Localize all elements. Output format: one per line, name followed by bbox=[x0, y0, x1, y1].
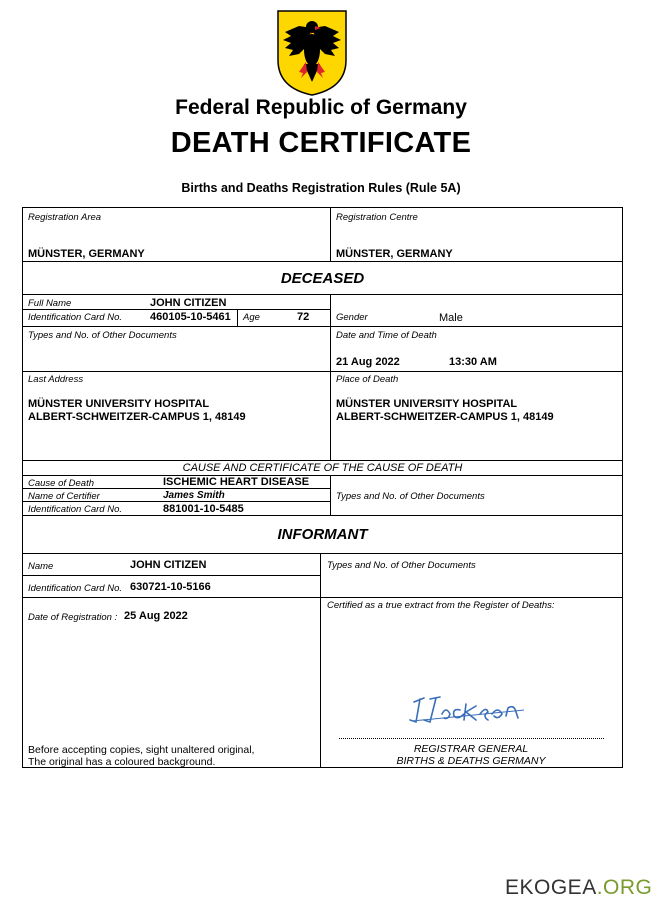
notice-line-2: The original has a coloured background. bbox=[28, 756, 216, 768]
notice-line-1: Before accepting copies, sight unaltered original, bbox=[28, 744, 255, 756]
coat-of-arms-emblem bbox=[277, 10, 347, 96]
watermark-part-2: .ORG bbox=[596, 876, 652, 899]
registration-area-label: Registration Area bbox=[28, 212, 102, 223]
deceased-id-label: Identification Card No. bbox=[28, 312, 122, 323]
rule-subtitle: Births and Deaths Registration Rules (Rule 5A) bbox=[181, 181, 461, 195]
registration-area-value: MÜNSTER, GERMANY bbox=[28, 248, 145, 260]
informant-id-value: 630721-10-5166 bbox=[130, 581, 211, 593]
last-address-label: Last Address bbox=[28, 374, 84, 385]
cause-of-death-label: Cause of Death bbox=[28, 478, 95, 489]
registration-date-value: 25 Aug 2022 bbox=[124, 610, 188, 622]
registrar-title-line-1: REGISTRAR GENERAL bbox=[413, 743, 529, 755]
last-address-line2: ALBERT-SCHWEITZER-CAMPUS 1, 48149 bbox=[28, 411, 246, 423]
registrar-title-line-2: BIRTHS & DEATHS GERMANY bbox=[396, 755, 546, 767]
cause-of-death-value: ISCHEMIC HEART DISEASE bbox=[163, 476, 310, 488]
informant-name-value: JOHN CITIZEN bbox=[130, 559, 207, 571]
watermark-part-1: EKOGEA bbox=[505, 876, 597, 899]
deceased-section-title: DECEASED bbox=[280, 270, 365, 287]
last-address-line1: MÜNSTER UNIVERSITY HOSPITAL bbox=[28, 398, 210, 410]
time-of-death-value: 13:30 AM bbox=[449, 356, 497, 368]
informant-name-label: Name bbox=[28, 561, 54, 572]
date-of-death-value: 21 Aug 2022 bbox=[336, 356, 400, 368]
full-name-value: JOHN CITIZEN bbox=[150, 297, 227, 309]
certifier-id-value: 881001-10-5485 bbox=[163, 503, 244, 515]
full-name-label: Full Name bbox=[28, 298, 72, 309]
registration-centre-label: Registration Centre bbox=[336, 212, 418, 223]
age-value: 72 bbox=[297, 311, 310, 323]
certified-extract-label: Certified as a true extract from the Register of Deaths: bbox=[327, 600, 555, 611]
place-of-death-line2: ALBERT-SCHWEITZER-CAMPUS 1, 48149 bbox=[336, 411, 554, 423]
gender-value: Male bbox=[439, 312, 463, 324]
place-of-death-line1: MÜNSTER UNIVERSITY HOSPITAL bbox=[336, 398, 518, 410]
certifier-other-documents-label: Types and No. of Other Documents bbox=[336, 491, 485, 502]
registration-date-label: Date of Registration : bbox=[28, 612, 118, 623]
country-title: Federal Republic of Germany bbox=[175, 96, 467, 119]
certifier-value: James Smith bbox=[163, 490, 225, 501]
certifier-id-label: Identification Card No. bbox=[28, 504, 122, 515]
certifier-label: Name of Certifier bbox=[28, 491, 100, 502]
registration-centre-value: MÜNSTER, GERMANY bbox=[336, 248, 453, 260]
registrar-signature bbox=[406, 692, 532, 726]
deceased-id-value: 460105-10-5461 bbox=[150, 311, 231, 323]
date-time-of-death-label: Date and Time of Death bbox=[336, 330, 437, 341]
signature-dotted-line bbox=[339, 738, 604, 739]
other-documents-label: Types and No. of Other Documents bbox=[28, 330, 177, 341]
place-of-death-label: Place of Death bbox=[336, 374, 399, 385]
age-label: Age bbox=[243, 312, 260, 323]
informant-other-documents-label: Types and No. of Other Documents bbox=[327, 560, 476, 571]
informant-id-label: Identification Card No. bbox=[28, 583, 122, 594]
ekogea-watermark bbox=[505, 876, 652, 900]
document-title: DEATH CERTIFICATE bbox=[170, 127, 472, 159]
informant-section-title: INFORMANT bbox=[277, 526, 368, 543]
cause-section-title: CAUSE AND CERTIFICATE OF THE CAUSE OF DEATH bbox=[182, 462, 463, 474]
gender-label: Gender bbox=[336, 312, 368, 323]
